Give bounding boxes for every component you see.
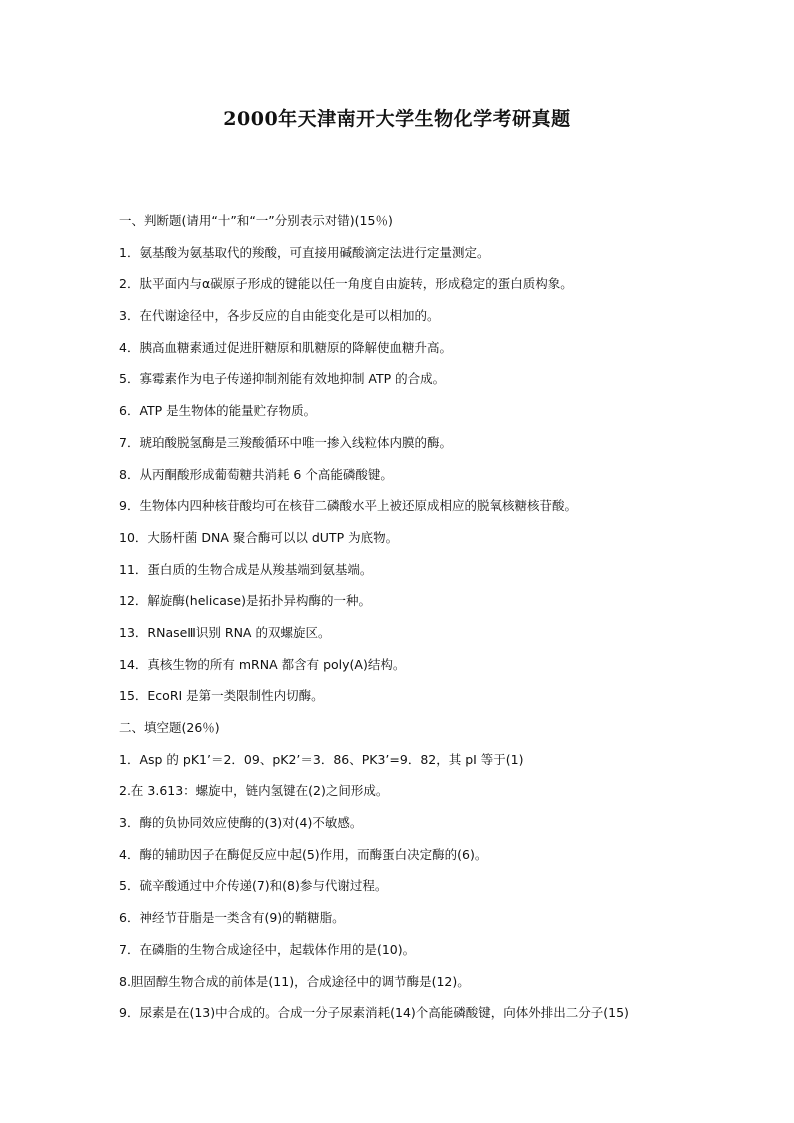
question-item: 8．从丙酮酸形成葡萄糖共消耗 6 个高能磷酸键。	[119, 466, 393, 482]
question-item: 4．胰高血糖素通过促进肝糖原和肌糖原的降解使血糖升高。	[119, 339, 452, 355]
question-item: 3．酶的负协同效应使酶的(3)对(4)不敏感。	[119, 815, 363, 831]
document-body	[119, 205, 679, 1029]
section-heading-true-false: 一、判断题(请用“十”和“一”分别表示对错)(15％)	[119, 213, 393, 228]
document-title: 2000年天津南开大学生物化学考研真题	[223, 108, 571, 130]
question-item: 4．酶的辅助因子在酶促反应中起(5)作用，而酶蛋白决定酶的(6)。	[119, 846, 488, 862]
question-item: 2．肽平面内与α碳原子形成的键能以任一角度自由旋转，形成稳定的蛋白质构象。	[119, 276, 573, 292]
question-item: 10．大肠杆菌 DNA 聚合酶可以以 dUTP 为底物。	[119, 529, 399, 545]
question-item: 5．硫辛酸通过中介传递(7)和(8)参与代谢过程。	[119, 878, 388, 894]
question-item: 1．Asp 的 pK1’＝2．09、pK2’＝3．86、PK3’=9．82，其 pI 等于(1)	[119, 751, 524, 767]
question-item: 9．尿素是在(13)中合成的。合成一分子尿素消耗(14)个高能磷酸键，向体外排出二分子(15)	[119, 1005, 629, 1021]
question-item: 6．ATP 是生物体的能量贮存物质。	[119, 403, 317, 419]
question-item: 11．蛋白质的生物合成是从羧基端到氨基端。	[119, 561, 373, 577]
question-item: 8.胆固醇生物合成的前体是(11)，合成途径中的调节酶是(12)。	[119, 973, 470, 989]
question-item: 5．寡霉素作为电子传递抑制剂能有效地抑制 ATP 的合成。	[119, 371, 446, 387]
question-item: 3．在代谢途径中，各步反应的自由能变化是可以相加的。	[119, 308, 440, 324]
question-item: 13．RNaseⅢ识别 RNA 的双螺旋区。	[119, 624, 331, 640]
question-item: 2.在 3.613：螺旋中，链内氢键在(2)之间形成。	[119, 783, 389, 799]
question-item: 14．真核生物的所有 mRNA 都含有 poly(A)结构。	[119, 656, 406, 672]
section-heading-fill-blank: 二、填空题(26％)	[119, 720, 220, 735]
question-item: 9．生物体内四种核苷酸均可在核苷二磷酸水平上被还原成相应的脱氧核糖核苷酸。	[119, 498, 577, 514]
question-item: 7．琥珀酸脱氢酶是三羧酸循环中唯一掺入线粒体内膜的酶。	[119, 434, 452, 450]
question-item: 15．EcoRI 是第一类限制性内切酶。	[119, 688, 324, 704]
question-item: 6．神经节苷脂是一类含有(9)的鞘糖脂。	[119, 910, 345, 926]
question-item: 12．解旋酶(helicase)是拓扑异构酶的一种。	[119, 593, 371, 609]
question-item: 7．在磷脂的生物合成途径中，起载体作用的是(10)。	[119, 941, 416, 957]
question-item: 1．氨基酸为氨基取代的羧酸，可直接用碱酸滴定法进行定量测定。	[119, 244, 490, 260]
